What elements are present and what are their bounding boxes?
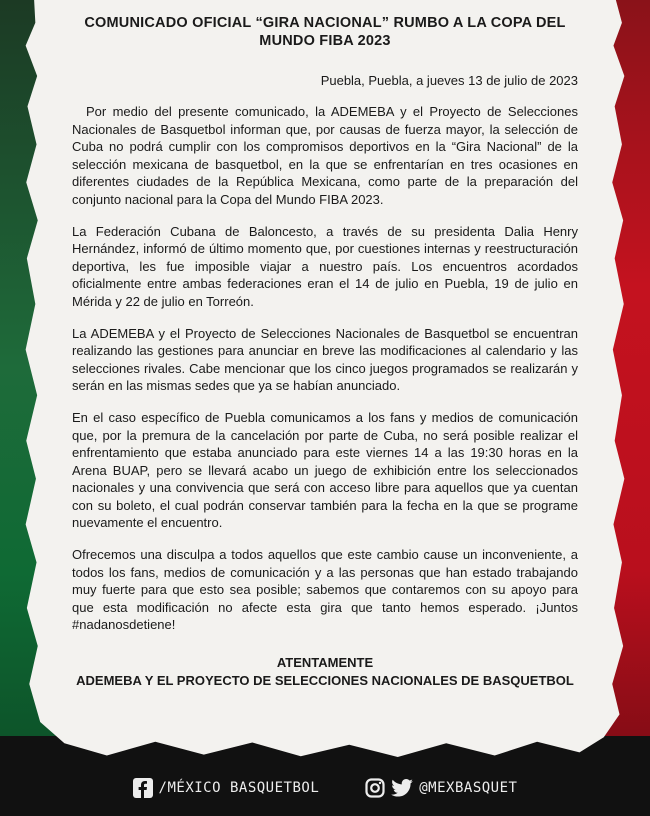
closing-organization: ADEMEBA Y EL PROYECTO DE SELECCIONES NACIONALES DE BASQUETBOL xyxy=(76,673,574,689)
instagram-twitter-link[interactable] xyxy=(365,778,517,798)
closing-signature xyxy=(72,654,578,690)
paragraph-1: Por medio del presente comunicado, la ADEMEBA y el Proyecto de Selecciones Nacionales de Basquetbol informan que, por causas de fuerza mayor, la selección de Cuba no podrá cumplir con los compromisos deportivos en la “Gira Nacional” de la selección mexicana de basquetbol, en la que se enfrentarían en tres ocasiones en diferentes ciudades de la República Mexicana, como parte de la preparación del conjunto nacional para la Copa del Mundo FIBA 2023. xyxy=(72,104,578,207)
twitter-icon xyxy=(391,779,413,797)
social-footer xyxy=(0,760,650,816)
facebook-icon xyxy=(133,778,153,798)
paragraph-5: Ofrecemos una disculpa a todos aquellos que este cambio cause un inconveniente, a todos los fans, medios de comunicación y a las personas que han estado trabajando muy fuerte para que esto sea posible; sabemos que contaremos con su apoyo para que esta modificación no afecte esta gira que tanto hemos esperado. ¡Juntos #nadanosdetiene! xyxy=(72,547,578,633)
paragraph-4: En el caso específico de Puebla comunicamos a los fans y medios de comunicación que, por la premura de la cancelación por parte de Cuba, no será posible realizar el enfrentamiento que estaba anunciado para este viernes 14 a las 19:30 horas en la Arena BUAP, pero se llevará acabo un juego de exhibición entre los seleccionados nacionales y una convivencia que será con acceso libre para aquellos que ya cuentan con su boleto, el cual podrán conservar también para la fecha en la que se programe nuevamente el encuentro. xyxy=(72,409,578,531)
dateline: Puebla, Puebla, a jueves 13 de julio de 2023 xyxy=(320,73,578,88)
facebook-link[interactable] xyxy=(133,778,320,798)
closing-salutation: ATENTAMENTE xyxy=(276,655,374,671)
paragraph-2: La Federación Cubana de Baloncesto, a través de su presidenta Dalia Henry Hernández, informó de último momento que, por cuestiones internas y reestructuración deportiva, les fue imposible viajar a nuestro país. Los encuentros acordados oficialmente entre ambas federaciones eran el 14 de julio en Puebla, 19 de julio en Mérida y 22 de julio en Torreón. xyxy=(72,223,578,309)
facebook-handle: /MÉXICO BASQUETBOL xyxy=(158,780,320,796)
press-release xyxy=(72,0,578,690)
paragraph-3: La ADEMEBA y el Proyecto de Selecciones Nacionales de Basquetbol se encuentran realizando las gestiones para anunciar en breve las modificaciones al calendario y las selecciones rivales. Cabe mencionar que los cinco juegos programados se realizarán y serán en las mismas sedes que ya se habían anunciado. xyxy=(72,325,578,394)
instagram-icon xyxy=(365,778,385,798)
social-handle: @MEXBASQUET xyxy=(419,780,518,796)
document-title: COMUNICADO OFICIAL “GIRA NACIONAL” RUMBO A LA COPA DEL MUNDO FIBA 2023 xyxy=(84,15,566,49)
